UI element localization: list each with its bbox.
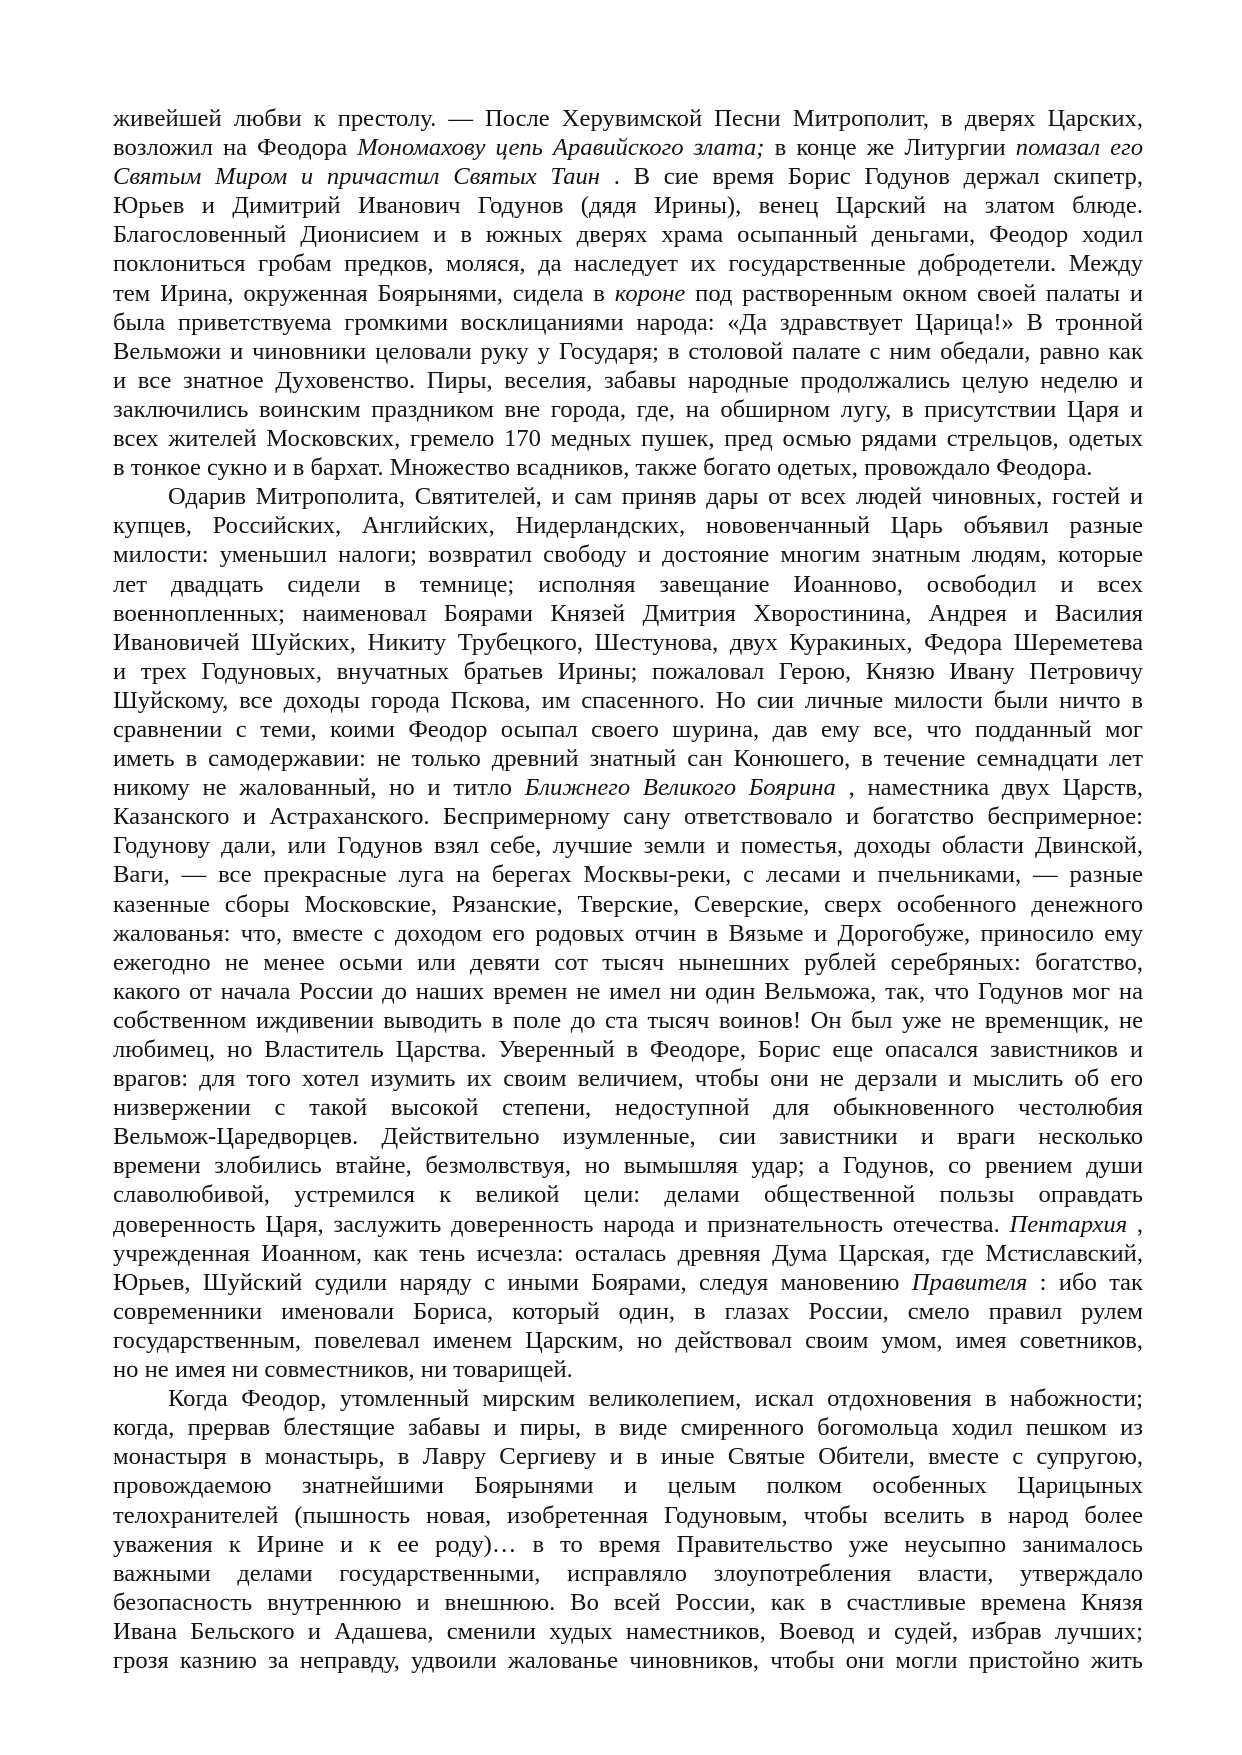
text-line — [113, 570, 1143, 599]
text-run: , — [1127, 1210, 1143, 1238]
text-run: Вельможи и чиновники целовали руку у Государя; в столовой палате с ним обедали, равно как — [113, 337, 1143, 365]
text-run: жалованья: что, вместе с доходом его родовых отчин в Вязьме и Дорогобуже, приносило ему — [113, 919, 1143, 947]
text-run: провождаемою знатнейшими Боярынями и целым полком особенных Царицыных — [113, 1472, 1143, 1500]
text-line — [113, 1384, 1143, 1413]
text-line — [113, 279, 1143, 308]
text-line — [113, 104, 1143, 133]
text-run: Когда Феодор, утомленный мирским великолепием, искал отдохновения в набожности; — [168, 1385, 1143, 1413]
text-run: Ивана Бельского и Адашева, сменили худых наместников, Воевод и судей, избрав лучших; — [113, 1617, 1143, 1645]
text-run: казенные сборы Московские, Рязанские, Тверские, Северские, сверх особенного денежного — [113, 890, 1143, 918]
text-run: Казанского и Астраханского. Беспримерному сану ответствовало и богатство беспримерное: — [113, 803, 1143, 831]
text-line — [113, 919, 1143, 948]
text-line — [113, 366, 1143, 395]
text-line — [113, 860, 1143, 889]
paragraph — [113, 1384, 1143, 1675]
text-line — [113, 1530, 1143, 1559]
text-run: под растворенным окном своей палаты и — [685, 279, 1143, 307]
text-run: какого от начала России до наших времен не имел ни один Вельможа, так, что Годунов мог на — [113, 977, 1143, 1005]
text-line — [113, 1355, 1143, 1384]
text-line — [113, 744, 1143, 773]
text-run: когда, прервав блестящие забавы и пиры, в виде смиренного богомольца ходил пешком из — [113, 1414, 1143, 1442]
text-run: Шуйскому, все доходы города Пскова, им спасенного. Но сии личные милости были ничто в — [113, 686, 1143, 714]
text-run: доверенность Царя, заслужить доверенность народа и признательность отечества. — [113, 1210, 1010, 1238]
text-run: учрежденная Иоанном, как тень исчезла: осталась древняя Дума Царская, где Мстиславский, — [113, 1239, 1143, 1267]
text-line — [113, 715, 1143, 744]
text-line — [113, 424, 1143, 453]
text-run: уважения к Ирине и к ее роду)… в то время Правительство уже неусыпно занималось — [113, 1530, 1143, 1558]
text-line — [113, 1442, 1143, 1471]
text-line — [113, 948, 1143, 977]
text-line — [113, 977, 1143, 1006]
text-run: Благословенный Дионисием и в южных дверях храма осыпанный деньгами, Феодор ходил — [113, 221, 1143, 249]
text-run: Ивановичей Шуйских, Никиту Трубецкого, Шестунова, двух Куракиных, Федора Шереметева — [113, 628, 1143, 656]
text-run: низвержении с такой высокой степени, недоступной для обыкновенного честолюбия — [113, 1094, 1143, 1122]
text-line — [113, 1268, 1143, 1297]
text-run: безопасность внутреннюю и внешнюю. Во всей России, как в счастливые времена Князя — [113, 1588, 1143, 1616]
text-run: монастыря в монастырь, в Лавру Сергиеву и в иные Святые Обители, вместе с супругою, — [113, 1443, 1143, 1471]
text-line — [113, 1559, 1143, 1588]
text-line — [113, 1035, 1143, 1064]
paragraph — [113, 104, 1143, 482]
text-run: современники именовали Бориса, который один, в глазах России, смело правил рулем — [113, 1297, 1143, 1325]
text-line — [113, 686, 1143, 715]
text-run: грозя казнию за неправду, удвоили жалованье чиновников, чтобы они могли пристойно жить — [113, 1646, 1143, 1674]
text-run: живейшей любви к престолу. — После Херувимской Песни Митрополит, в дверях Царских, — [113, 105, 1143, 132]
text-line — [113, 1646, 1143, 1675]
text-run: и трех Годуновых, внучатных братьев Ирины; пожаловал Герою, Князю Ивану Петровичу — [113, 657, 1143, 685]
text-run: времени злобились втайне, безмолвствуя, но вымышляя удар; а Годунов, со рвением души — [113, 1152, 1143, 1180]
text-line — [113, 831, 1143, 860]
text-run: славолюбивой, устремился к великой цели: делами общественной пользы оправдать — [113, 1181, 1143, 1209]
text-line — [113, 540, 1143, 569]
text-run: врагов: для того хотел изумить их своим величием, чтобы они не дерзали и мыслить об его — [113, 1065, 1143, 1093]
text-line — [113, 1326, 1143, 1355]
text-line — [113, 1413, 1143, 1442]
text-line — [113, 1617, 1143, 1646]
text-run: телохранителей (пышность новая, изобретенная Годуновым, чтобы вселить в народ более — [113, 1501, 1143, 1529]
italic-run: Мономахову цепь Аравийского злата; — [357, 134, 765, 162]
text-line — [113, 511, 1143, 540]
text-line — [113, 337, 1143, 366]
text-run: поклониться гробам предков, моляся, да наследует их государственные добродетели. Между — [113, 250, 1143, 278]
text-line — [113, 1151, 1143, 1180]
text-run: Ваги, — все прекрасные луга на берегах Москвы-реки, с лесами и пчельниками, — разные — [113, 861, 1143, 889]
italic-run: Пентархия — [1009, 1210, 1128, 1238]
text-line — [113, 657, 1143, 686]
text-run: Вельмож-Царедворцев. Действительно изумленные, сии завистники и враги несколько — [113, 1123, 1143, 1151]
italic-run: Ближнего Великого Боярина — [524, 774, 836, 802]
text-run: милости: уменьшил налоги; возвратил свободу и достояние многим знатным людям, которые — [113, 541, 1143, 569]
text-run: Юрьев и Димитрий Иванович Годунов (дядя Ирины), венец Царский на златом блюде. — [113, 192, 1143, 220]
text-line — [113, 162, 1143, 191]
text-line — [113, 133, 1143, 162]
text-line — [113, 453, 1143, 482]
italic-run: Правителя — [911, 1268, 1028, 1296]
italic-run: Святым Миром и причастил Святых Таин — [113, 163, 601, 191]
text-line — [113, 1297, 1143, 1326]
text-run: : ибо так — [1027, 1268, 1143, 1296]
text-run: . В сие время Борис Годунов держал скипетр, — [600, 163, 1143, 191]
text-line — [113, 1501, 1143, 1530]
text-run: лет двадцать сидели в темнице; исполняя завещание Иоанново, освободил и всех — [113, 570, 1143, 598]
text-run: , наместника двух Царств, — [835, 774, 1143, 802]
text-line — [113, 1064, 1143, 1093]
text-run: Юрьев, Шуйский судили наряду с иными Боярами, следуя мановению — [113, 1268, 912, 1296]
text-run: государственным, повелевал именем Царским, но действовал своим умом, имея советников, — [113, 1326, 1143, 1354]
text-line — [113, 1471, 1143, 1500]
text-run: любимец, но Властитель Царства. Уверенный в Феодоре, Борис еще опасался завистников и — [113, 1036, 1143, 1063]
text-line — [113, 220, 1143, 249]
text-line — [113, 1588, 1143, 1617]
text-run: сравнении с теми, коими Феодор осыпал своего шурина, дав ему все, что подданный мог — [113, 715, 1143, 743]
text-line — [113, 191, 1143, 220]
text-line — [113, 1093, 1143, 1122]
text-run: заключились воинским праздником вне города, где, на обширном лугу, в присутствии Царя и — [113, 395, 1143, 423]
text-run: Годунову дали, или Годунов взял себе, лучшие земли и поместья, доходы области Двинской, — [113, 832, 1143, 860]
text-line — [113, 599, 1143, 628]
text-line — [113, 773, 1143, 802]
text-line — [113, 482, 1143, 511]
text-run: возложил на Феодора — [113, 134, 358, 162]
text-run: ежегодно не менее осьми или девяти сот тысяч нынешних рублей серебряных: богатство, — [113, 948, 1143, 976]
text-run: всех жителей Московских, гремело 170 медных пушек, пред осмью рядами стрельцов, одетых — [113, 425, 1143, 453]
text-line — [113, 308, 1143, 337]
text-run: тем Ирина, окруженная Боярынями, сидела в — [113, 279, 615, 307]
text-run: купцев, Российских, Английских, Нидерландских, нововенчанный Царь объявил разные — [113, 512, 1143, 540]
text-run: иметь в самодержавии: не только древний знатный сан Конюшего, в течение семнадцати лет — [113, 745, 1143, 773]
text-run: в конце же Литургии — [764, 134, 1016, 162]
italic-run: помазал его — [1015, 134, 1143, 162]
text-run: в тонкое сукно и в бархат. Множество всадников, также богато одетых, провождало Феодора. — [113, 454, 1093, 482]
text-line — [113, 1122, 1143, 1151]
text-run: но не имея ни совместников, ни товарищей. — [113, 1356, 573, 1384]
text-line — [113, 1180, 1143, 1209]
text-run: Одарив Митрополита, Святителей, и сам приняв дары от всех людей чиновных, гостей и — [168, 483, 1143, 511]
text-line — [113, 628, 1143, 657]
paragraph — [113, 482, 1143, 1384]
text-run: собственном иждивении выводить в поле до ста тысяч воинов! Он был уже не временщик, не — [113, 1006, 1143, 1034]
text-run: важными делами государственными, исправляло злоупотребления власти, утверждало — [113, 1559, 1143, 1587]
text-run: никому не жалованный, но и титло — [113, 774, 525, 802]
text-line — [113, 1210, 1143, 1239]
text-line — [113, 1239, 1143, 1268]
text-run: была приветствуема громкими восклицаниями народа: «Да здравствует Царица!» В тронной — [113, 308, 1143, 336]
text-run: и все знатное Духовенство. Пиры, веселия, забавы народные продолжались целую неделю и — [113, 366, 1143, 394]
text-line — [113, 249, 1143, 278]
document-page — [113, 104, 1143, 1675]
text-line — [113, 1006, 1143, 1035]
text-line — [113, 890, 1143, 919]
text-run: военнопленных; наименовал Боярами Князей Дмитрия Хворостинина, Андрея и Василия — [113, 599, 1143, 627]
text-line — [113, 802, 1143, 831]
text-line — [113, 395, 1143, 424]
italic-run: короне — [614, 279, 686, 307]
